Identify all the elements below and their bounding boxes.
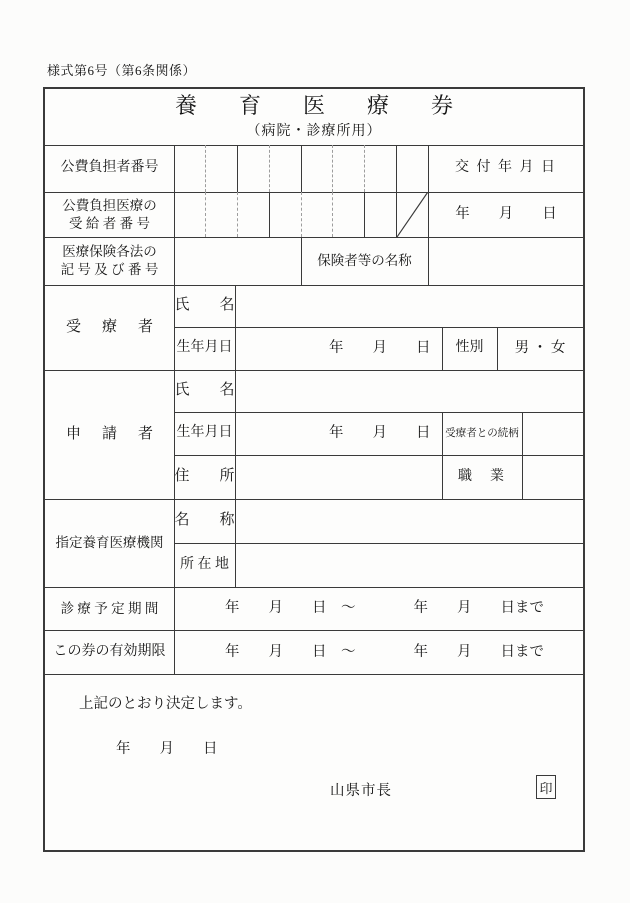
patient-sex-label: 性別	[455, 340, 484, 356]
applicant-occupation-label: 職 業	[458, 468, 506, 484]
patient-name-field	[235, 285, 583, 327]
decision-date-line: 年 月 日	[116, 741, 218, 757]
payer-number-label: 公費負担者番号	[60, 160, 159, 176]
mayor-signature: 山県市長	[330, 783, 392, 799]
digit-cell	[302, 145, 334, 192]
digit-cell	[206, 192, 238, 237]
recipient-number-label	[45, 192, 174, 237]
applicant-name-label: 氏 名	[174, 382, 235, 399]
form-subtitle: （病院・診療所用）	[246, 123, 382, 139]
applicant-relation-label: 受療者との続柄	[445, 427, 519, 439]
digit-cell	[302, 192, 334, 237]
form-title: 養育医療券	[174, 92, 495, 118]
decision-statement: 上記のとおり決定します。	[79, 696, 252, 712]
applicant-occupation-field	[522, 455, 583, 499]
institution-location-label: 所 在 地	[180, 556, 229, 572]
recipient-number-grid	[174, 192, 429, 237]
digit-cell-unused-slash	[397, 192, 429, 237]
issue-date-value: 年 月 日	[455, 206, 557, 223]
issue-date-label: 交 付 年 月 日	[455, 160, 557, 176]
applicant-birth-field: 年 月 日	[329, 425, 431, 442]
digit-cell	[365, 192, 397, 237]
digit-cell	[174, 145, 206, 192]
digit-cell	[238, 145, 270, 192]
institution-name-field	[235, 499, 583, 543]
insurance-symbol-label-line1: 医療保険各法の	[62, 244, 157, 260]
applicant-section-label: 申 請 者	[65, 425, 156, 442]
digit-cell	[238, 192, 270, 237]
medical-voucher-form	[43, 87, 585, 852]
applicant-relation-field	[522, 412, 583, 455]
digit-cell	[270, 192, 302, 237]
digit-cell	[270, 145, 302, 192]
digit-cell	[333, 145, 365, 192]
insurance-symbol-field	[174, 237, 301, 285]
validity-field: 年 月 日 ～ 年 月 日まで	[225, 643, 544, 660]
applicant-birth-label: 生年月日	[176, 425, 233, 441]
treatment-period-field: 年 月 日 ～ 年 月 日まで	[225, 600, 544, 617]
digit-cell	[397, 145, 429, 192]
institution-name-label: 名 称	[174, 512, 235, 529]
treatment-period-label: 診 療 予 定 期 間	[60, 600, 159, 616]
applicant-address-field	[235, 455, 442, 499]
patient-sex-options: 男 ・ 女	[514, 340, 566, 357]
digit-cell	[174, 192, 206, 237]
insurance-symbol-label-line2: 記 号 及 び 番 号	[60, 262, 159, 277]
payer-number-grid	[174, 145, 429, 192]
patient-name-label: 氏 名	[174, 297, 235, 314]
patient-birth-label: 生年月日	[176, 340, 233, 356]
diagonal-slash	[397, 192, 428, 237]
applicant-address-label: 住 所	[174, 468, 235, 485]
insurance-symbol-label	[45, 237, 174, 285]
grid-line	[45, 674, 583, 675]
insurer-name-field	[428, 237, 583, 285]
institution-section-label: 指定養育医療機関	[55, 535, 164, 551]
applicant-name-field	[235, 370, 583, 412]
seal-mark: 印	[536, 775, 556, 799]
digit-cell	[365, 145, 397, 192]
digit-cell	[206, 145, 238, 192]
recipient-number-label-line1: 公費負担医療の	[62, 197, 157, 213]
patient-birth-field: 年 月 日	[329, 340, 431, 357]
institution-location-field	[235, 543, 583, 587]
form-number-label: 様式第6号（第6条関係）	[47, 63, 197, 78]
patient-section-label: 受 療 者	[65, 318, 156, 335]
validity-label: この券の有効期限	[53, 643, 166, 659]
recipient-number-label-line2: 受 給 者 番 号	[69, 215, 150, 231]
insurer-name-label: 保険者等の名称	[317, 253, 412, 269]
digit-cell	[333, 192, 365, 237]
